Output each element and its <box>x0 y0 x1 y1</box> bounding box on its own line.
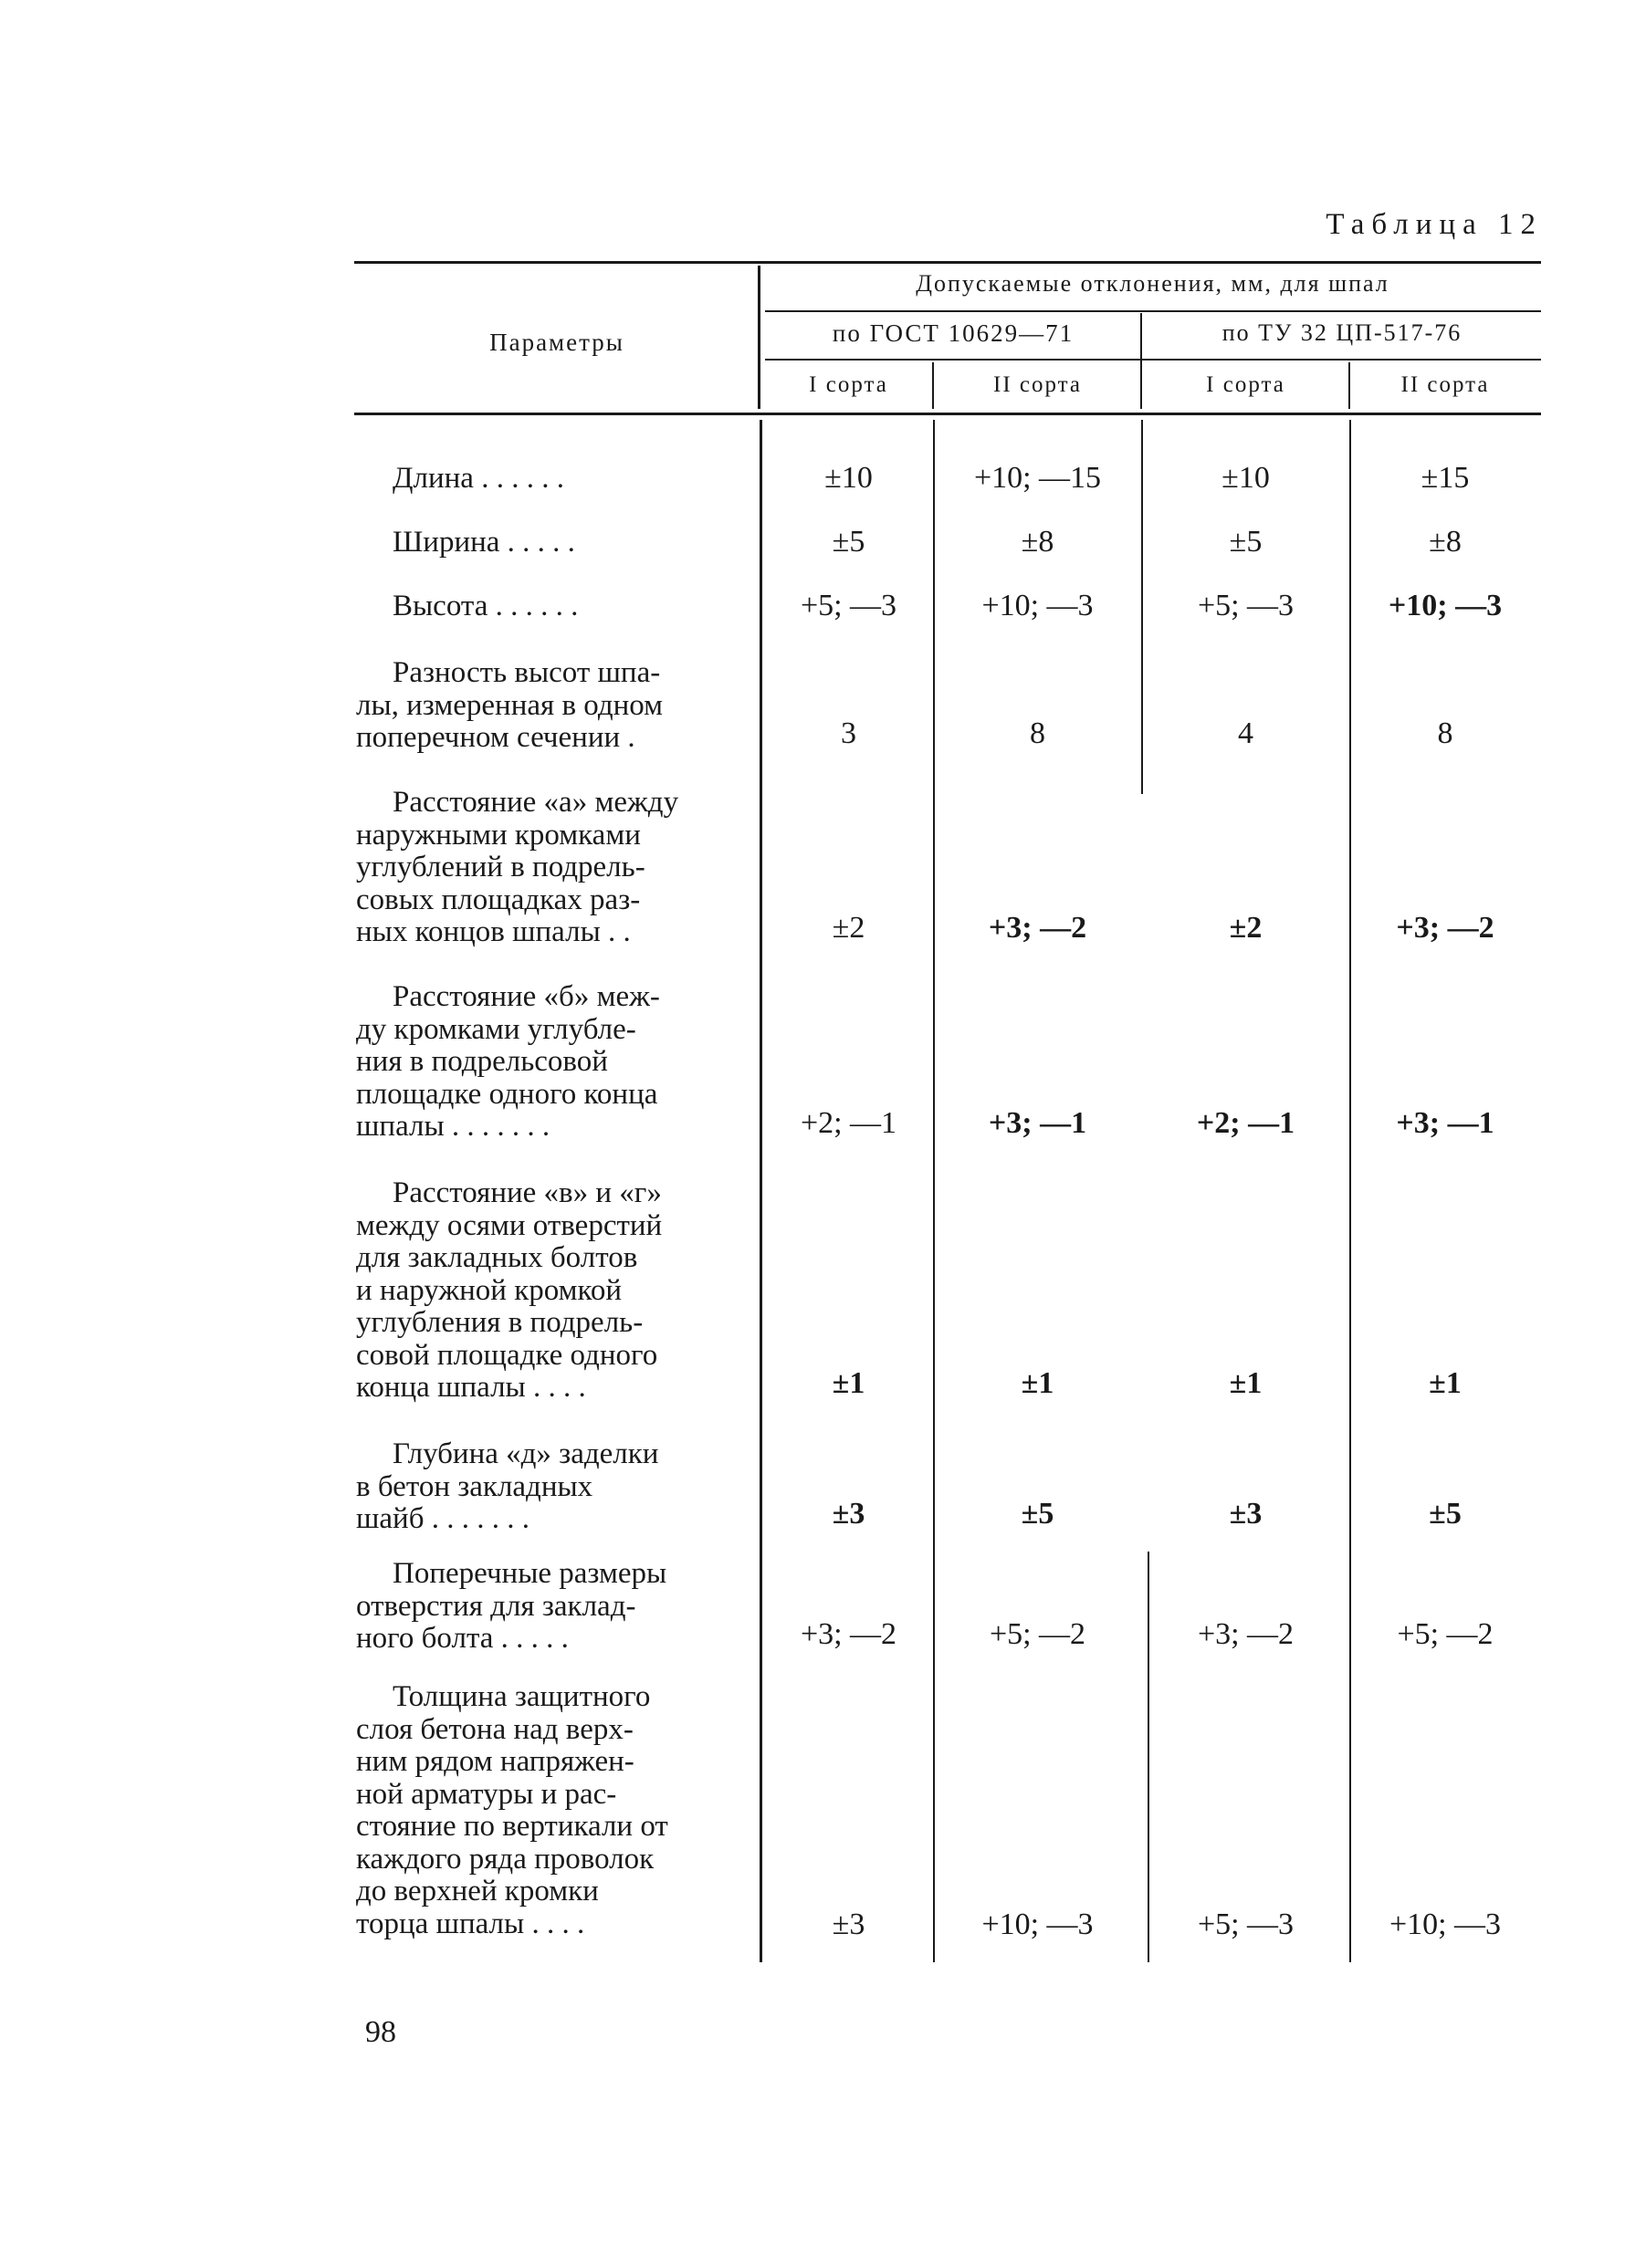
parameter-line: шпалы . . . . . . . <box>356 1110 550 1143</box>
header-divider-groups <box>765 359 1541 361</box>
table-cell: ±1 <box>1021 1366 1054 1400</box>
table-cell: ±5 <box>1021 1497 1054 1531</box>
table-cell: +5; —3 <box>800 589 897 622</box>
column-rule-params-body <box>760 420 762 1962</box>
header-bottom-rule <box>354 413 1541 415</box>
table-cell: +3; —2 <box>988 911 1087 945</box>
parameter-line: совой площадке одного <box>356 1338 658 1372</box>
header-group-gost: по ГОСТ 10629—71 <box>832 319 1075 347</box>
table-cell: ±10 <box>1221 461 1270 495</box>
table-cell: ±1 <box>832 1366 865 1400</box>
table-cell: 3 <box>841 716 856 750</box>
table-cell: ±10 <box>824 461 873 495</box>
parameter-line: Разность высот шпа- <box>393 656 661 689</box>
parameter-line: Расстояние «а» между <box>393 786 679 819</box>
table-cell: ±1 <box>1429 1366 1462 1400</box>
parameter-line: углублений в подрель- <box>356 851 645 883</box>
table-row-parameter <box>356 981 744 1144</box>
table-cell: ±5 <box>1429 1497 1462 1531</box>
parameter-line: стояние по вертикали от <box>356 1810 668 1843</box>
header-column: I сорта <box>1206 372 1285 397</box>
table-row-parameter <box>356 787 744 949</box>
table-row-parameter <box>356 657 744 755</box>
parameter-line: Поперечные размеры <box>393 1557 667 1590</box>
parameter-line: отверстия для заклад- <box>356 1589 636 1623</box>
parameter-line: ния в подрельсовой <box>356 1045 608 1078</box>
parameter-line: площадке одного конца <box>356 1077 658 1111</box>
parameter-line: углубления в подрель- <box>356 1306 644 1339</box>
table-cell: ±15 <box>1421 461 1470 495</box>
table-cell: +5; —3 <box>1197 589 1295 622</box>
table-row-parameter <box>356 1177 744 1405</box>
parameter-line: совых площадках раз- <box>356 883 641 916</box>
header-divider-main <box>765 310 1541 312</box>
table-row-parameter <box>356 591 744 623</box>
table-cell: +3; —2 <box>1396 911 1494 945</box>
table-cell: +10; —3 <box>1388 589 1503 622</box>
table-cell: 8 <box>1437 716 1453 750</box>
parameter-line: Толщина защитного <box>393 1680 651 1713</box>
table-cell: +3; —1 <box>988 1106 1087 1140</box>
header-tolerances: Допускаемые отклонения, мм, для шпал <box>916 270 1389 297</box>
table-cell: 4 <box>1238 716 1253 750</box>
parameter-line: ним рядом напряжен- <box>356 1745 634 1778</box>
table-cell: ±3 <box>832 1497 865 1531</box>
table-cell: +10; —3 <box>1389 1907 1502 1941</box>
page-number: 98 <box>365 2015 396 2049</box>
table-cell: ±1 <box>1229 1366 1263 1400</box>
column-rule-3-body-lower <box>1148 1552 1149 1962</box>
parameter-line: между осями отверстий <box>356 1208 663 1242</box>
table-cell: +2; —1 <box>1196 1106 1295 1140</box>
header-column: II сорта <box>993 372 1082 397</box>
parameter-line: ных концов шпалы . . <box>356 915 631 948</box>
table-cell: ±8 <box>1429 525 1462 559</box>
table-top-rule <box>354 261 1541 264</box>
header-group-tu: по ТУ 32 ЦП-517-76 <box>1221 319 1463 346</box>
parameter-line: наружными кромками <box>356 818 641 852</box>
table-cell: ±2 <box>1229 911 1263 945</box>
parameter-line: конца шпалы . . . . <box>356 1371 586 1404</box>
parameter-line: и наружной кромкой <box>356 1273 623 1307</box>
table-row-parameter <box>356 1558 744 1656</box>
parameter-line: поперечном сечении . <box>356 721 635 754</box>
table-row-parameter <box>356 463 744 496</box>
parameter-line: Длина . . . . . . <box>393 462 564 495</box>
parameter-line: каждого ряда проволок <box>356 1842 655 1876</box>
parameter-line: лы, измеренная в одном <box>356 688 664 722</box>
table-cell: +10; —3 <box>981 589 1094 622</box>
table-cell: ±2 <box>832 911 865 945</box>
table-cell: +2; —1 <box>800 1106 897 1140</box>
table-cell: ±8 <box>1021 525 1054 559</box>
table-row-parameter <box>356 1681 744 1940</box>
table-cell: +10; —3 <box>981 1907 1094 1941</box>
table-cell: ±5 <box>832 525 865 559</box>
parameter-line: Глубина «д» заделки <box>393 1437 659 1470</box>
column-rule-sort1 <box>932 362 934 409</box>
column-rule-4-body <box>1349 420 1351 1962</box>
column-rule-sort2 <box>1348 362 1350 409</box>
parameter-line: Ширина . . . . . <box>393 526 575 559</box>
table-cell: +3; —2 <box>800 1617 897 1651</box>
table-cell: +5; —2 <box>989 1617 1086 1651</box>
table-cell: +5; —2 <box>1397 1617 1494 1651</box>
parameter-line: Расстояние «б» меж- <box>393 980 660 1013</box>
table-row-parameter <box>356 527 744 559</box>
column-rule-2-body <box>933 420 935 1962</box>
parameter-line: в бетон закладных <box>356 1469 593 1503</box>
column-rule-params <box>758 266 760 409</box>
parameter-line: до верхней кромки <box>356 1875 599 1907</box>
table-cell: ±3 <box>832 1907 865 1941</box>
parameter-line: Высота . . . . . . <box>393 590 579 622</box>
header-column: I сорта <box>809 372 888 397</box>
parameter-line: слоя бетона над верх- <box>356 1712 634 1746</box>
table-row-parameter <box>356 1438 744 1536</box>
table-cell: ±3 <box>1229 1497 1263 1531</box>
parameter-line: торца шпалы . . . . <box>356 1907 585 1940</box>
table-cell: 8 <box>1030 716 1045 750</box>
parameter-line: шайб . . . . . . . <box>356 1502 530 1535</box>
parameter-line: ду кромками углубле- <box>356 1012 636 1046</box>
parameter-line: для закладных болтов <box>356 1241 638 1274</box>
table-cell: +5; —3 <box>1197 1907 1295 1941</box>
parameter-line: ного болта . . . . . <box>356 1622 569 1655</box>
table-cell: +3; —2 <box>1197 1617 1295 1651</box>
table-cell: ±5 <box>1229 525 1263 559</box>
table-caption: Таблица 12 <box>1326 208 1543 241</box>
parameter-line: Расстояние «в» и «г» <box>393 1176 662 1209</box>
header-column: II сорта <box>1400 372 1490 397</box>
header-parameters: Параметры <box>489 329 624 356</box>
parameter-line: ной арматуры и рас- <box>356 1777 617 1811</box>
table-cell: +3; —1 <box>1396 1106 1494 1140</box>
table-cell: +10; —15 <box>973 461 1102 495</box>
